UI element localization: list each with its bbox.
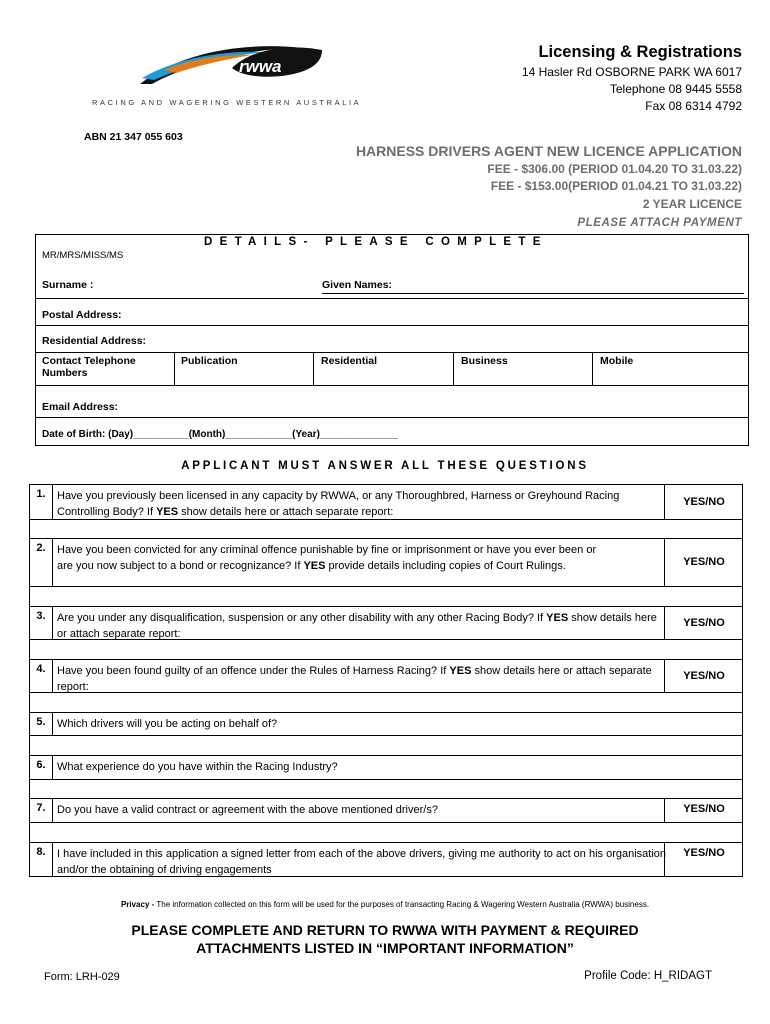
answer-space[interactable] — [29, 586, 743, 607]
fee-line-1: FEE - $306.00 (PERIOD 01.04.20 TO 31.03.22) — [487, 162, 742, 176]
row-divider — [35, 325, 749, 326]
row-divider — [35, 417, 749, 418]
answer-cell[interactable] — [664, 607, 742, 639]
row-divider — [35, 352, 749, 353]
application-title: HARNESS DRIVERS AGENT NEW LICENCE APPLICATION — [355, 143, 742, 159]
licence-term: 2 YEAR LICENCE — [642, 197, 742, 211]
contact-numbers-label: Contact Telephone Numbers — [42, 355, 136, 379]
question-row — [29, 755, 743, 780]
privacy-notice: Privacy - The information collected on this form will be used for the purposes of transacting Racing & Wagering Western Australia (RWWA) business. — [120, 900, 650, 909]
profile-code: Profile Code: H_RIDAGT — [584, 970, 712, 982]
fee-line-2: FEE - $153.00(PERIOD 01.04.21 TO 31.03.22) — [490, 179, 742, 193]
business-phone-field[interactable]: Business — [461, 355, 508, 367]
question-number: 6. — [36, 759, 46, 771]
residential-address-field[interactable]: Residential Address: — [42, 335, 147, 347]
org-address: 14 Hasler Rd OSBORNE PARK WA 6017 — [521, 65, 742, 79]
yes-no-answer[interactable]: YES/NO — [683, 556, 725, 568]
yes-no-answer[interactable]: YES/NO — [683, 496, 725, 508]
question-text: Do you have a valid contract or agreement with the above mentioned driver/s? — [57, 804, 438, 816]
logo-tagline: RACING AND WAGERING WESTERN AUSTRALIA — [92, 98, 362, 107]
question-number: 5. — [36, 716, 46, 728]
column-divider — [174, 352, 175, 385]
abn: ABN 21 347 055 603 — [84, 131, 183, 143]
surname-field[interactable]: Surname : — [42, 279, 94, 291]
question-text: Have you been convicted for any criminal offence punishable by fine or imprisonment or have you ever been or are you now subject to a bond or recognizance? If YES provide details including copies of Court Rulings. — [57, 544, 597, 572]
column-divider — [592, 352, 593, 385]
org-telephone: Telephone 08 9445 5558 — [609, 82, 742, 96]
answer-space[interactable] — [29, 519, 743, 539]
form-code: Form: LRH-029 — [44, 971, 120, 983]
question-row — [29, 712, 743, 736]
postal-address-field[interactable]: Postal Address: — [42, 309, 122, 321]
question-number: 3. — [36, 610, 46, 622]
question-row — [29, 659, 743, 693]
question-text: I have included in this application a signed letter from each of the above drivers, giving me authority to act on his organisation and/or the obtaining of driving engagements — [57, 848, 667, 876]
answer-space[interactable] — [29, 692, 743, 713]
question-row — [29, 484, 743, 520]
question-row — [29, 606, 743, 640]
question-number: 7. — [36, 802, 46, 814]
questions-heading: APPLICANT MUST ANSWER ALL THESE QUESTIONS — [181, 460, 589, 472]
row-divider — [35, 298, 749, 299]
email-field[interactable]: Email Address: — [42, 401, 119, 413]
question-number: 8. — [36, 846, 46, 858]
answer-cell[interactable] — [664, 843, 742, 876]
question-row — [29, 798, 743, 823]
question-text: Have you been found guilty of an offence under the Rules of Harness Racing? If YES show details here or attach separate report: — [57, 665, 652, 693]
given-names-underline — [322, 293, 744, 294]
row-divider — [35, 385, 749, 386]
column-divider — [453, 352, 454, 385]
title-options[interactable]: MR/MRS/MISS/MS — [42, 250, 124, 261]
org-title: Licensing & Registrations — [538, 43, 742, 61]
answer-cell[interactable] — [664, 660, 742, 692]
yes-no-answer[interactable]: YES/NO — [683, 847, 725, 859]
svg-text:rwwa: rwwa — [239, 57, 282, 76]
question-row — [29, 842, 743, 877]
answer-space[interactable] — [29, 639, 743, 660]
answer-cell[interactable] — [664, 485, 742, 519]
answer-cell[interactable] — [664, 799, 742, 822]
details-heading: DETAILS- PLEASE COMPLETE — [204, 236, 548, 248]
question-text: Are you under any disqualification, suspension or any other disability with any other Racing Body? If YES show details here or attach separate report: — [57, 612, 657, 640]
answer-space[interactable] — [29, 735, 743, 756]
column-divider — [313, 352, 314, 385]
question-text: Which drivers will you be acting on behalf of? — [57, 718, 278, 730]
yes-no-answer[interactable]: YES/NO — [683, 803, 725, 815]
attach-payment-note: PLEASE ATTACH PAYMENT — [577, 217, 742, 229]
residential-phone-field[interactable]: Residential — [321, 355, 378, 367]
return-instructions: PLEASE COMPLETE AND RETURN TO RWWA WITH PAYMENT & REQUIRED ATTACHMENTS LISTED IN “IMPORTANT INFORMATION” — [131, 922, 639, 956]
question-number: 1. — [36, 488, 46, 500]
yes-no-answer[interactable]: YES/NO — [683, 617, 725, 629]
question-text: Have you previously been licensed in any capacity by RWWA, or any Thoroughbred, Harness or Greyhound Racing Controlling Body? If YES show details here or attach separate report: — [57, 490, 620, 518]
publication-phone-field[interactable]: Publication — [181, 355, 238, 367]
org-fax: Fax 08 6314 4792 — [645, 99, 742, 113]
answer-space[interactable] — [29, 779, 743, 799]
answer-space[interactable] — [29, 822, 743, 843]
yes-no-answer[interactable]: YES/NO — [683, 670, 725, 682]
question-number: 4. — [36, 663, 46, 675]
given-names-field[interactable]: Given Names: — [322, 279, 393, 291]
mobile-phone-field[interactable]: Mobile — [600, 355, 634, 367]
date-of-birth-field[interactable]: Date of Birth: (Day)__________(Month)____________(Year)______________ — [42, 429, 398, 440]
answer-cell[interactable] — [664, 539, 742, 586]
question-text: What experience do you have within the Racing Industry? — [57, 761, 338, 773]
question-row — [29, 538, 743, 587]
question-number: 2. — [36, 542, 46, 554]
